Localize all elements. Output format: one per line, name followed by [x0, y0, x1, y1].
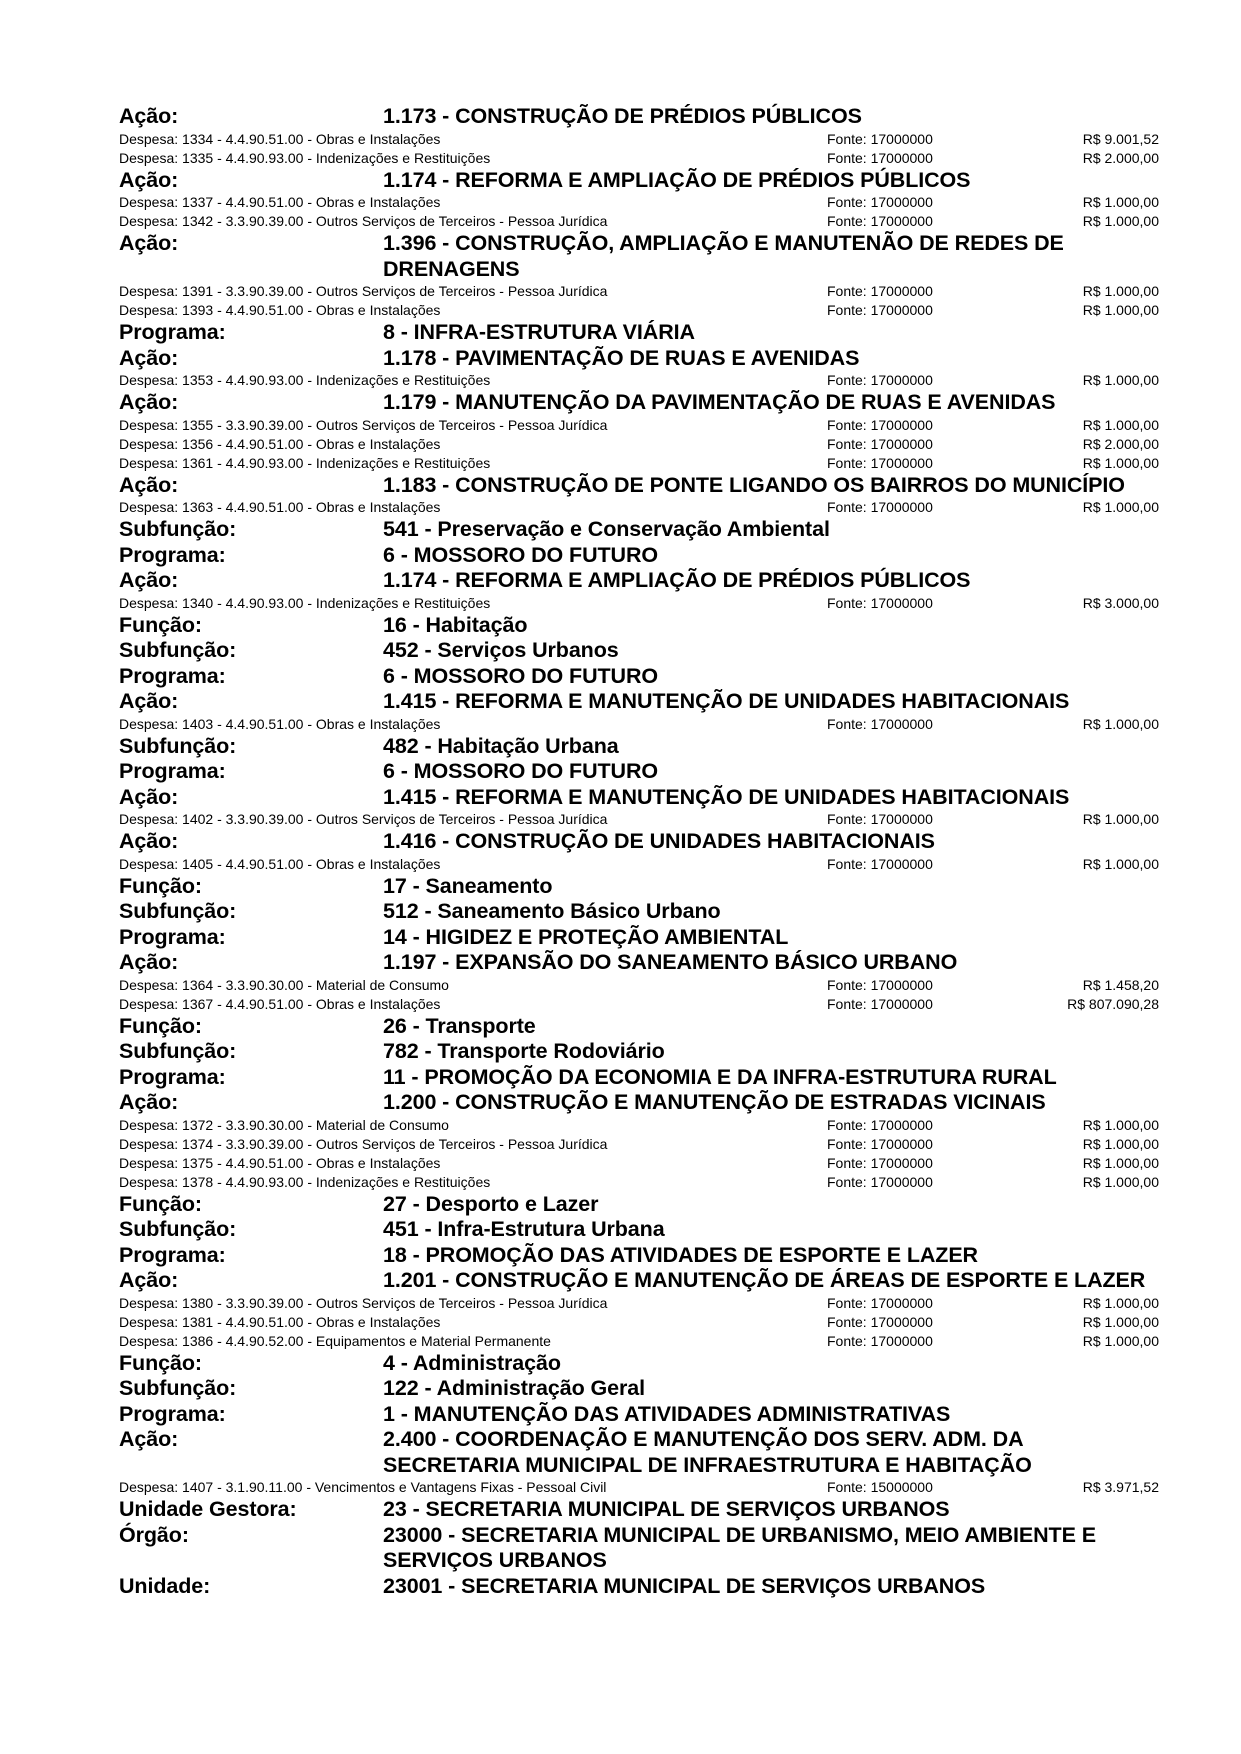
heading-label: Programa: — [119, 663, 226, 688]
expense-amount: R$ 1.000,00 — [1082, 1313, 1159, 1330]
heading-row — [119, 1427, 1159, 1478]
heading-row — [119, 689, 1159, 715]
expense-row — [119, 371, 1159, 390]
expense-description: Despesa: 1380 - 3.3.90.39.00 - Outros Serviços de Terceiros - Pessoa Jurídica — [119, 1294, 608, 1311]
heading-row — [119, 1192, 1159, 1218]
expense-source: Fonte: 17000000 — [827, 416, 933, 433]
heading-label: Função: — [119, 1191, 202, 1216]
heading-label: Subfunção: — [119, 899, 237, 923]
expense-row — [119, 130, 1159, 149]
heading-row — [119, 1523, 1159, 1574]
heading-label: Subfunção: — [119, 1039, 237, 1063]
heading-row — [119, 785, 1159, 811]
expense-row — [119, 1313, 1159, 1332]
heading-label: Ação: — [119, 104, 179, 128]
heading-row — [119, 1243, 1159, 1269]
expense-description: Despesa: 1353 - 4.4.90.93.00 - Indenizações e Restituições — [119, 372, 491, 388]
heading-label: Função: — [119, 1013, 202, 1038]
heading-row — [119, 104, 1159, 130]
expense-source: Fonte: 17000000 — [827, 435, 933, 452]
expense-description: Despesa: 1374 - 3.3.90.39.00 - Outros Serviços de Terceiros - Pessoa Jurídica — [119, 1135, 608, 1152]
expense-source: Fonte: 17000000 — [827, 194, 933, 210]
heading-label: Ação: — [119, 472, 179, 497]
heading-value: 1.416 - CONSTRUÇÃO DE UNIDADES HABITACIONAIS — [383, 829, 935, 853]
heading-label: Subfunção: — [119, 733, 237, 758]
heading-label: Ação: — [119, 167, 179, 192]
expense-row — [119, 1478, 1159, 1497]
expense-row — [119, 1135, 1159, 1154]
heading-row — [119, 473, 1159, 499]
expense-source: Fonte: 17000000 — [827, 715, 933, 732]
expense-source: Fonte: 17000000 — [827, 1154, 933, 1171]
expense-row — [119, 301, 1159, 320]
expense-row — [119, 498, 1159, 517]
heading-label: Subfunção: — [119, 1217, 237, 1241]
expense-row — [119, 810, 1159, 829]
expense-source: Fonte: 17000000 — [827, 1294, 933, 1311]
expense-description: Despesa: 1356 - 4.4.90.51.00 - Obras e Instalações — [119, 435, 441, 452]
heading-row — [119, 543, 1159, 569]
heading-row — [119, 1402, 1159, 1428]
heading-value: 1.174 - REFORMA E AMPLIAÇÃO DE PRÉDIOS PÚBLICOS — [383, 568, 971, 592]
expense-row — [119, 149, 1159, 168]
expense-amount: R$ 1.458,20 — [1082, 976, 1159, 993]
heading-value: 2.400 - COORDENAÇÃO E MANUTENÇÃO DOS SERV. ADM. DA SECRETARIA MUNICIPAL DE INFRAESTRUTURA E HABITAÇÃO — [383, 1427, 1032, 1477]
expense-row — [119, 976, 1159, 995]
expense-description: Despesa: 1340 - 4.4.90.93.00 - Indenizações e Restituições — [119, 594, 491, 611]
heading-row — [119, 568, 1159, 594]
expense-description: Despesa: 1375 - 4.4.90.51.00 - Obras e Instalações — [119, 1154, 441, 1171]
heading-row — [119, 829, 1159, 855]
expense-source: Fonte: 17000000 — [827, 1313, 933, 1330]
expense-source: Fonte: 17000000 — [827, 855, 933, 872]
heading-value: 782 - Transporte Rodoviário — [383, 1039, 665, 1063]
expense-source: Fonte: 17000000 — [827, 372, 933, 388]
heading-label: Ação: — [119, 1090, 179, 1114]
heading-label: Programa: — [119, 1242, 226, 1267]
expense-row — [119, 416, 1159, 435]
heading-row — [119, 1268, 1159, 1294]
heading-value: 23 - SECRETARIA MUNICIPAL DE SERVIÇOS URBANOS — [383, 1497, 950, 1521]
heading-row — [119, 925, 1159, 951]
expense-description: Despesa: 1342 - 3.3.90.39.00 - Outros Serviços de Terceiros - Pessoa Jurídica — [119, 213, 608, 229]
expense-description: Despesa: 1361 - 4.4.90.93.00 - Indenizações e Restituições — [119, 454, 491, 471]
heading-row — [119, 320, 1159, 346]
expense-description: Despesa: 1381 - 4.4.90.51.00 - Obras e Instalações — [119, 1313, 441, 1330]
expense-row — [119, 1332, 1159, 1351]
heading-label: Função: — [119, 1350, 202, 1375]
expense-amount: R$ 1.000,00 — [1082, 1173, 1159, 1190]
expense-source: Fonte: 17000000 — [827, 594, 933, 611]
expense-description: Despesa: 1363 - 4.4.90.51.00 - Obras e Instalações — [119, 499, 441, 515]
heading-row — [119, 168, 1159, 194]
expense-source: Fonte: 17000000 — [827, 811, 933, 827]
expense-description: Despesa: 1378 - 4.4.90.93.00 - Indenizações e Restituições — [119, 1173, 491, 1190]
heading-label: Programa: — [119, 924, 226, 949]
expense-row — [119, 855, 1159, 874]
expense-description: Despesa: 1402 - 3.3.90.39.00 - Outros Serviços de Terceiros - Pessoa Jurídica — [119, 811, 608, 827]
heading-row — [119, 1497, 1159, 1523]
expense-amount: R$ 1.000,00 — [1082, 715, 1159, 732]
expense-amount: R$ 1.000,00 — [1082, 1294, 1159, 1311]
heading-value: 14 - HIGIDEZ E PROTEÇÃO AMBIENTAL — [383, 924, 789, 949]
heading-row — [119, 1376, 1159, 1402]
heading-value: 541 - Preservação e Conservação Ambiental — [383, 517, 830, 541]
heading-value: 122 - Administração Geral — [383, 1376, 645, 1400]
expense-description: Despesa: 1386 - 4.4.90.52.00 - Equipamentos e Material Permanente — [119, 1332, 551, 1349]
heading-value: 1.415 - REFORMA E MANUTENÇÃO DE UNIDADES HABITACIONAIS — [383, 689, 1070, 713]
heading-row — [119, 1090, 1159, 1116]
expense-row — [119, 282, 1159, 301]
heading-value: 26 - Transporte — [383, 1013, 536, 1038]
expense-source: Fonte: 17000000 — [827, 283, 933, 299]
heading-label: Ação: — [119, 345, 179, 370]
heading-row — [119, 1217, 1159, 1243]
expense-source: Fonte: 17000000 — [827, 454, 933, 471]
heading-row — [119, 1065, 1159, 1091]
heading-row — [119, 664, 1159, 690]
expense-amount: R$ 9.001,52 — [1082, 130, 1159, 147]
heading-label: Ação: — [119, 1268, 179, 1292]
heading-label: Ação: — [119, 689, 179, 713]
heading-value: 482 - Habitação Urbana — [383, 733, 619, 758]
heading-row — [119, 734, 1159, 760]
heading-value: 6 - MOSSORO DO FUTURO — [383, 542, 659, 567]
expense-amount: R$ 1.000,00 — [1082, 454, 1159, 471]
heading-row — [119, 1574, 1159, 1600]
expense-row — [119, 1116, 1159, 1135]
heading-value: 16 - Habitação — [383, 612, 528, 637]
budget-listing — [119, 104, 1159, 1599]
heading-value: 452 - Serviços Urbanos — [383, 638, 619, 662]
heading-row — [119, 517, 1159, 543]
expense-source: Fonte: 17000000 — [827, 1135, 933, 1152]
expense-source: Fonte: 17000000 — [827, 302, 933, 318]
heading-row — [119, 1014, 1159, 1040]
expense-amount: R$ 3.971,52 — [1082, 1479, 1159, 1495]
expense-row — [119, 995, 1159, 1014]
expense-description: Despesa: 1335 - 4.4.90.93.00 - Indenizações e Restituições — [119, 149, 491, 166]
heading-row — [119, 1351, 1159, 1377]
expense-amount: R$ 1.000,00 — [1082, 1116, 1159, 1133]
heading-value: 1.197 - EXPANSÃO DO SANEAMENTO BÁSICO URBANO — [383, 950, 958, 974]
expense-row — [119, 594, 1159, 613]
heading-label: Subfunção: — [119, 517, 237, 541]
expense-source: Fonte: 17000000 — [827, 499, 933, 515]
heading-row — [119, 346, 1159, 372]
expense-description: Despesa: 1337 - 4.4.90.51.00 - Obras e Instalações — [119, 194, 441, 210]
heading-value: 4 - Administração — [383, 1350, 561, 1375]
heading-label: Programa: — [119, 1401, 226, 1426]
heading-row — [119, 899, 1159, 925]
expense-amount: R$ 3.000,00 — [1082, 594, 1159, 611]
heading-row — [119, 759, 1159, 785]
heading-value: 1.174 - REFORMA E AMPLIAÇÃO DE PRÉDIOS PÚBLICOS — [383, 167, 971, 192]
expense-amount: R$ 1.000,00 — [1082, 811, 1159, 827]
heading-row — [119, 390, 1159, 416]
heading-value: 512 - Saneamento Básico Urbano — [383, 899, 721, 923]
expense-amount: R$ 1.000,00 — [1082, 213, 1159, 229]
expense-description: Despesa: 1355 - 3.3.90.39.00 - Outros Serviços de Terceiros - Pessoa Jurídica — [119, 416, 608, 433]
expense-description: Despesa: 1407 - 3.1.90.11.00 - Vencimentos e Vantagens Fixas - Pessoal Civil — [119, 1479, 607, 1495]
expense-row — [119, 212, 1159, 231]
heading-value: 1.178 - PAVIMENTAÇÃO DE RUAS E AVENIDAS — [383, 345, 860, 370]
heading-value: 23000 - SECRETARIA MUNICIPAL DE URBANISMO, MEIO AMBIENTE E SERVIÇOS URBANOS — [383, 1522, 1096, 1572]
heading-value: 1.201 - CONSTRUÇÃO E MANUTENÇÃO DE ÁREAS DE ESPORTE E LAZER — [383, 1268, 1146, 1292]
heading-value: 6 - MOSSORO DO FUTURO — [383, 759, 659, 783]
expense-amount: R$ 1.000,00 — [1082, 302, 1159, 318]
heading-label: Ação: — [119, 784, 179, 809]
heading-label: Subfunção: — [119, 638, 237, 662]
expense-row — [119, 454, 1159, 473]
heading-value: 1.179 - MANUTENÇÃO DA PAVIMENTAÇÃO DE RUAS E AVENIDAS — [383, 390, 1056, 414]
expense-amount: R$ 807.090,28 — [1067, 995, 1159, 1012]
heading-row — [119, 950, 1159, 976]
expense-source: Fonte: 17000000 — [827, 995, 933, 1012]
expense-amount: R$ 1.000,00 — [1082, 416, 1159, 433]
heading-value: 1.173 - CONSTRUÇÃO DE PRÉDIOS PÚBLICOS — [383, 104, 862, 128]
heading-value: 27 - Desporto e Lazer — [383, 1191, 599, 1216]
heading-label: Ação: — [119, 829, 179, 853]
heading-value: 451 - Infra-Estrutura Urbana — [383, 1217, 665, 1241]
heading-value: 1 - MANUTENÇÃO DAS ATIVIDADES ADMINISTRATIVAS — [383, 1401, 951, 1426]
expense-amount: R$ 2.000,00 — [1082, 149, 1159, 166]
expense-amount: R$ 1.000,00 — [1082, 1154, 1159, 1171]
expense-source: Fonte: 17000000 — [827, 1332, 933, 1349]
heading-label: Ação: — [119, 568, 179, 592]
heading-value: 1.200 - CONSTRUÇÃO E MANUTENÇÃO DE ESTRADAS VICINAIS — [383, 1090, 1046, 1114]
heading-row — [119, 638, 1159, 664]
expense-row — [119, 715, 1159, 734]
heading-label: Programa: — [119, 759, 226, 783]
heading-row — [119, 874, 1159, 900]
expense-row — [119, 1154, 1159, 1173]
expense-amount: R$ 1.000,00 — [1082, 1332, 1159, 1349]
expense-description: Despesa: 1391 - 3.3.90.39.00 - Outros Serviços de Terceiros - Pessoa Jurídica — [119, 283, 608, 299]
heading-row — [119, 231, 1159, 282]
heading-value: 23001 - SECRETARIA MUNICIPAL DE SERVIÇOS URBANOS — [383, 1573, 986, 1598]
heading-label: Programa: — [119, 1064, 226, 1089]
heading-value: 8 - INFRA-ESTRUTURA VIÁRIA — [383, 320, 695, 344]
expense-row — [119, 1294, 1159, 1313]
expense-row — [119, 435, 1159, 454]
heading-value: 11 - PROMOÇÃO DA ECONOMIA E DA INFRA-ESTRUTURA RURAL — [383, 1064, 1057, 1089]
heading-row — [119, 1039, 1159, 1065]
expense-amount: R$ 2.000,00 — [1082, 435, 1159, 452]
expense-row — [119, 1173, 1159, 1192]
expense-source: Fonte: 17000000 — [827, 213, 933, 229]
expense-description: Despesa: 1367 - 4.4.90.51.00 - Obras e Instalações — [119, 995, 441, 1012]
expense-amount: R$ 1.000,00 — [1082, 283, 1159, 299]
expense-source: Fonte: 17000000 — [827, 1173, 933, 1190]
expense-source: Fonte: 17000000 — [827, 1116, 933, 1133]
heading-label: Programa: — [119, 320, 226, 344]
heading-value: 1.396 - CONSTRUÇÃO, AMPLIAÇÃO E MANUTENÃO DE REDES DE DRENAGENS — [383, 231, 1064, 281]
expense-source: Fonte: 17000000 — [827, 130, 933, 147]
expense-description: Despesa: 1403 - 4.4.90.51.00 - Obras e Instalações — [119, 715, 441, 732]
expense-description: Despesa: 1334 - 4.4.90.51.00 - Obras e Instalações — [119, 130, 441, 147]
heading-label: Ação: — [119, 390, 179, 414]
expense-amount: R$ 1.000,00 — [1082, 194, 1159, 210]
expense-source: Fonte: 15000000 — [827, 1479, 933, 1495]
heading-label: Função: — [119, 873, 202, 898]
heading-label: Função: — [119, 612, 202, 637]
heading-label: Ação: — [119, 950, 179, 974]
expense-description: Despesa: 1364 - 3.3.90.30.00 - Material de Consumo — [119, 976, 449, 993]
heading-value: 6 - MOSSORO DO FUTURO — [383, 663, 659, 688]
heading-value: 17 - Saneamento — [383, 873, 553, 898]
expense-source: Fonte: 17000000 — [827, 149, 933, 166]
expense-description: Despesa: 1405 - 4.4.90.51.00 - Obras e Instalações — [119, 855, 441, 872]
expense-amount: R$ 1.000,00 — [1082, 855, 1159, 872]
expense-description: Despesa: 1393 - 4.4.90.51.00 - Obras e Instalações — [119, 302, 441, 318]
expense-row — [119, 193, 1159, 212]
heading-row — [119, 613, 1159, 639]
heading-label: Programa: — [119, 542, 226, 567]
expense-amount: R$ 1.000,00 — [1082, 1135, 1159, 1152]
heading-label: Unidade Gestora: — [119, 1497, 297, 1521]
expense-amount: R$ 1.000,00 — [1082, 372, 1159, 388]
heading-value: 1.183 - CONSTRUÇÃO DE PONTE LIGANDO OS BAIRROS DO MUNICÍPIO — [383, 472, 1125, 497]
expense-source: Fonte: 17000000 — [827, 976, 933, 993]
heading-label: Órgão: — [119, 1522, 189, 1547]
heading-label: Ação: — [119, 231, 179, 255]
expense-amount: R$ 1.000,00 — [1082, 499, 1159, 515]
heading-label: Subfunção: — [119, 1376, 237, 1400]
heading-value: 18 - PROMOÇÃO DAS ATIVIDADES DE ESPORTE E LAZER — [383, 1242, 978, 1267]
heading-value: 1.415 - REFORMA E MANUTENÇÃO DE UNIDADES HABITACIONAIS — [383, 784, 1070, 809]
heading-label: Ação: — [119, 1427, 179, 1451]
expense-description: Despesa: 1372 - 3.3.90.30.00 - Material de Consumo — [119, 1116, 449, 1133]
heading-label: Unidade: — [119, 1573, 211, 1598]
